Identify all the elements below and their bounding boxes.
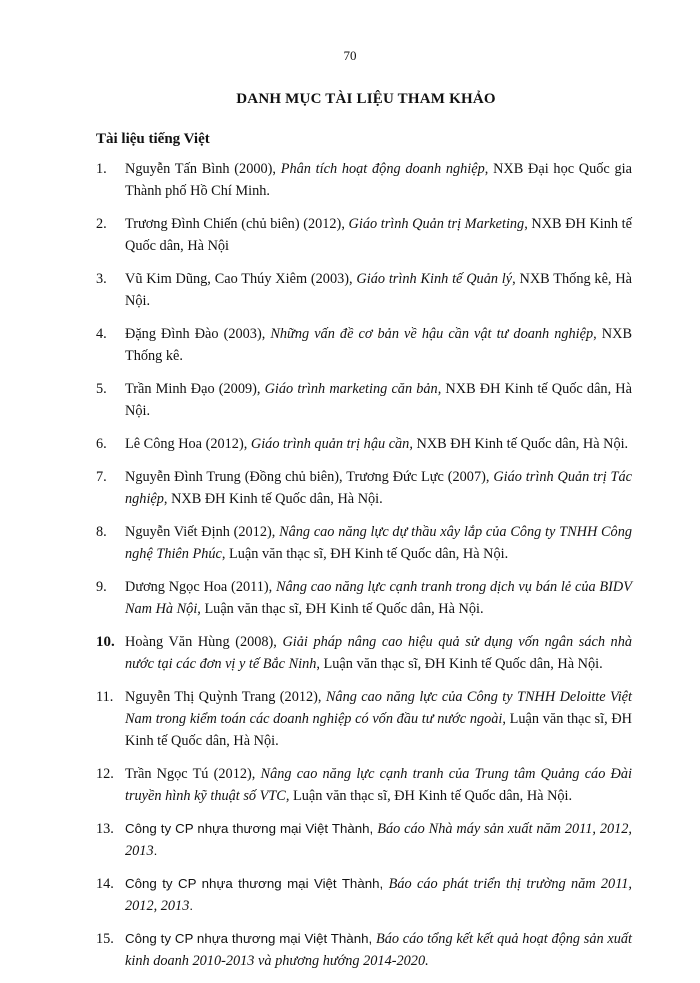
reference-publisher: . — [189, 898, 194, 913]
reference-title: Báo cáo phát triển thị trường năm 2011, 2012, 2013 — [125, 876, 632, 914]
reference-title: Giáo trình marketing căn bản — [264, 381, 438, 397]
reference-title: Nâng cao năng lực cạnh tranh trong dịch vụ bán lẻ của BIDV Nam Hà Nội — [125, 579, 632, 617]
reference-publisher: , Luận văn thạc sĩ, ĐH Kinh tế Quốc dân, Hà Nội. — [221, 546, 509, 562]
reference-item — [96, 521, 632, 565]
reference-title: Những vấn đề cơ bản về hậu cần vật tư doanh nghiệp — [270, 326, 594, 342]
reference-publisher: , Luận văn thạc sĩ, ĐH Kinh tế Quốc dân, Hà Nội. — [316, 656, 603, 672]
reference-author: Nguyễn Tấn Bình (2000), — [125, 161, 281, 177]
reference-item — [96, 378, 632, 422]
reference-item — [96, 763, 632, 807]
reference-title: Giải pháp nâng cao hiệu quả sử dụng vốn ngân sách nhà nước tại các đơn vị y tế Bắc Ninh — [125, 634, 633, 672]
reference-author: Lê Công Hoa (2012), — [125, 436, 251, 452]
reference-publisher: , Luận văn thạc sĩ, ĐH Kinh tế Quốc dân, Hà Nội. — [197, 601, 484, 617]
reference-number: 15. — [96, 931, 114, 947]
reference-publisher: , NXB ĐH Kinh tế Quốc dân, Hà Nội — [125, 216, 633, 254]
reference-number: 2. — [96, 216, 107, 232]
reference-publisher: , NXB Thống kê. — [125, 326, 632, 364]
reference-number: 6. — [96, 436, 107, 452]
reference-publisher: , NXB ĐH Kinh tế Quốc dân, Hà Nội. — [125, 381, 632, 419]
reference-title: Nâng cao năng lực của Công ty TNHH Deloitte Việt Nam trong kiểm toán các doanh nghiệp có vốn đầu tư nước ngoài — [125, 689, 632, 727]
reference-number: 3. — [96, 271, 107, 287]
reference-item — [96, 466, 632, 510]
reference-item — [96, 158, 632, 202]
reference-publisher: . — [153, 843, 158, 858]
reference-author: Dương Ngọc Hoa (2011), — [125, 579, 276, 595]
reference-author: Vũ Kim Dũng, Cao Thúy Xiêm (2003), — [125, 271, 357, 287]
reference-title: Giáo trình Quản trị Tác nghiệp — [125, 469, 633, 507]
page-number: 70 — [343, 48, 357, 63]
reference-item — [96, 433, 632, 455]
reference-title: Phân tích hoạt động doanh nghiệp — [280, 161, 485, 177]
reference-publisher: , Luận văn thạc sĩ, ĐH Kinh tế Quốc dân, Hà Nội. — [125, 711, 632, 749]
reference-item — [96, 213, 632, 257]
reference-item — [96, 928, 632, 972]
reference-author: Công ty CP nhựa thương mại Việt Thành, — [125, 876, 389, 891]
reference-author: Trần Ngọc Tú (2012), — [125, 766, 261, 782]
reference-title: Nâng cao năng lực dự thầu xây lắp của Công ty TNHH Công nghệ Thiên Phúc — [125, 524, 633, 562]
reference-number: 8. — [96, 524, 107, 540]
reference-item — [96, 268, 632, 312]
reference-title: Giáo trình Kinh tế Quản lý — [356, 271, 513, 287]
reference-number: 12. — [96, 766, 114, 782]
reference-publisher: , NXB Thống kê, Hà Nội. — [125, 271, 632, 309]
reference-author: Trương Đình Chiến (chủ biên) (2012), — [125, 216, 349, 232]
reference-number: 10. — [96, 634, 115, 650]
page-title: DANH MỤC TÀI LIỆU THAM KHẢO — [236, 91, 496, 107]
reference-publisher: , NXB Đại học Quốc gia Thành phố Hồ Chí Minh. — [125, 161, 632, 199]
reference-title: Nâng cao năng lực cạnh tranh của Trung tâm Quảng cáo Đài truyền hình kỹ thuật số VTC, — [125, 766, 632, 804]
reference-item — [96, 873, 632, 917]
reference-author: Công ty CP nhựa thương mại Việt Thành, — [125, 821, 378, 836]
reference-item — [96, 323, 632, 367]
reference-number: 13. — [96, 821, 114, 837]
reference-author: Hoàng Văn Hùng (2008), — [125, 634, 283, 650]
reference-author: Trần Minh Đạo (2009), — [125, 381, 265, 397]
reference-list — [96, 158, 632, 983]
reference-number: 5. — [96, 381, 107, 397]
section-heading: Tài liệu tiếng Việt — [96, 131, 210, 147]
reference-item — [96, 631, 632, 675]
reference-item — [96, 686, 632, 752]
reference-author: Nguyễn Viết Định (2012), — [125, 524, 280, 540]
reference-author: Đặng Đình Đào (2003), — [125, 326, 271, 342]
reference-item — [96, 576, 632, 620]
reference-publisher: Luận văn thạc sĩ, ĐH Kinh tế Quốc dân, Hà Nội. — [289, 788, 573, 804]
reference-number: 7. — [96, 469, 107, 485]
reference-title: Giáo trình quản trị hậu cần, — [250, 436, 413, 452]
reference-number: 14. — [96, 876, 114, 892]
reference-number: 9. — [96, 579, 107, 595]
reference-title: Giáo trình Quản trị Marketing — [348, 216, 525, 232]
reference-publisher: , NXB ĐH Kinh tế Quốc dân, Hà Nội. — [163, 491, 383, 507]
reference-item — [96, 818, 632, 862]
reference-number: 1. — [96, 161, 107, 177]
reference-title: Báo cáo Nhà máy sản xuất năm 2011, 2012, 2013 — [125, 821, 632, 859]
reference-author: Nguyễn Đình Trung (Đồng chủ biên), Trương Đức Lực (2007), — [125, 469, 494, 485]
reference-number: 11. — [96, 689, 114, 705]
reference-number: 4. — [96, 326, 107, 342]
reference-publisher: NXB ĐH Kinh tế Quốc dân, Hà Nội. — [412, 436, 629, 452]
reference-author: Công ty CP nhựa thương mại Việt Thành, — [125, 931, 377, 946]
reference-title: Báo cáo tổng kết kết quả hoạt động sản xuất kinh doanh 2010-2013 và phương hướng 2014-2020. — [125, 931, 632, 969]
reference-author: Nguyễn Thị Quỳnh Trang (2012), — [125, 689, 326, 705]
